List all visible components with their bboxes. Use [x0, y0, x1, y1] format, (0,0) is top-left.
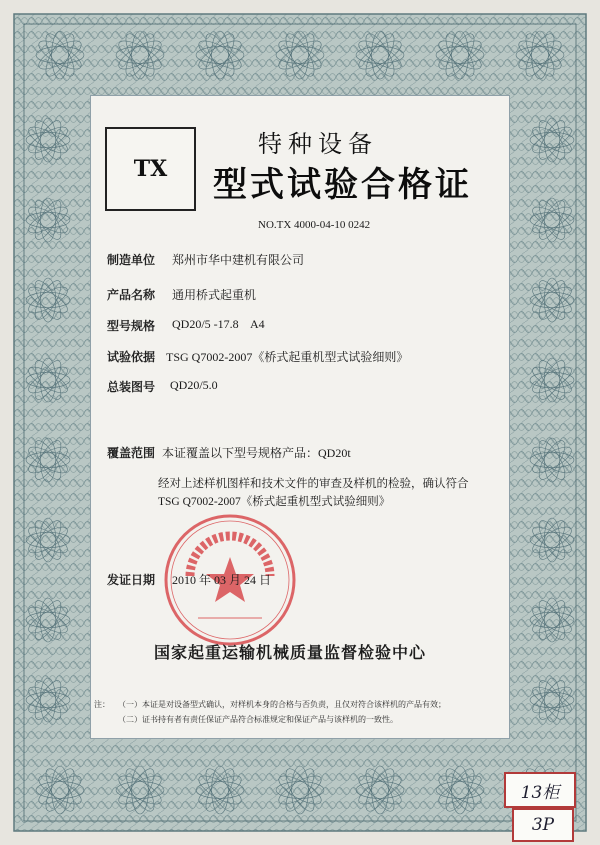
archive-label-cabinet: 13柜: [520, 782, 560, 803]
field-value-drawing-number: QD20/5.0: [170, 378, 218, 392]
conclusion-line-2: TSG Q7002-2007《桥式起重机型式试验细则》: [158, 496, 391, 508]
field-value-model: QD20/5 -17.8 A4: [172, 317, 265, 331]
issue-date-label: 发证日期: [107, 573, 156, 587]
field-value-test-basis: TSG Q7002-2007《桥式起重机型式试验细则》: [166, 350, 409, 364]
field-label-product-name: 产品名称: [107, 288, 156, 302]
certificate-title: 型式试验合格证: [213, 165, 472, 205]
type-code: TX: [133, 156, 168, 182]
field-value-manufacturer: 郑州市华中建机有限公司: [172, 253, 305, 267]
field-value-product-name: 通用桥式起重机: [172, 288, 257, 302]
coverage-value: 本证覆盖以下型号规格产品：QD20t: [162, 446, 351, 460]
notes-prefix: 注：: [94, 700, 110, 709]
note-item-1: （一）本证是对设备型式确认，对样机本身的合格与否负责，且仅对符合该样机的产品有效；: [118, 700, 446, 709]
coverage-label: 覆盖范围: [107, 446, 156, 460]
field-label-test-basis: 试验依据: [107, 350, 156, 364]
note-item-2: （二）证书持有者有责任保证产品符合标准规定和保证产品与该样机的一致性。: [118, 715, 398, 724]
field-label-drawing-number: 总装图号: [107, 380, 156, 394]
field-label-manufacturer: 制造单位: [107, 253, 156, 267]
archive-sticker-top: [504, 772, 576, 808]
issuing-authority: 国家起重运输机械质量监督检验中心: [154, 643, 427, 662]
field-label-model: 型号规格: [107, 319, 156, 333]
type-code-box: [105, 127, 196, 211]
archive-sticker-bottom: [512, 808, 574, 842]
certificate-number: NO.TX 4000-04-10 0242: [258, 219, 371, 231]
conclusion-line-1: 经对上述样机图样和技术文件的审查及样机的检验，确认符合: [158, 478, 469, 490]
title-line-1: 特种设备: [258, 130, 378, 158]
issue-date: 2010 年 03 月 24 日: [172, 573, 272, 587]
archive-label-pages: 3P: [531, 815, 555, 835]
